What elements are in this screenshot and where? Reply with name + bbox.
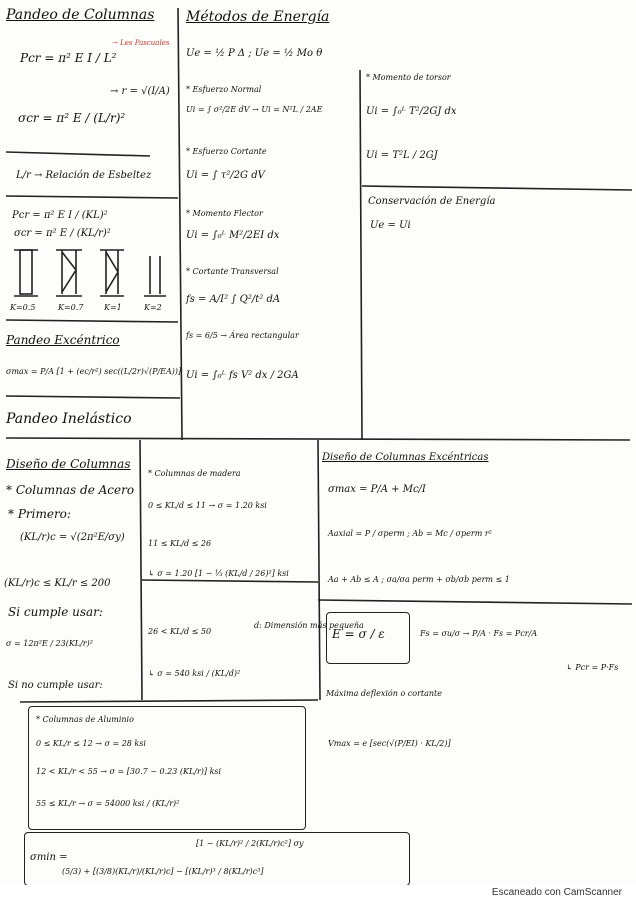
pcr-pfs: ↳ Pcr = P·Fs xyxy=(566,663,619,672)
klrc-formula: (KL/r)c = √(2π²E/σy) xyxy=(20,532,125,543)
madera-2: 11 ≤ KL/d ≤ 26 xyxy=(148,539,212,548)
r-formula: → r = √(I/A) xyxy=(110,86,170,97)
cortante-formula: Ui = ∫ τ²/2G dV xyxy=(186,170,265,181)
rule-3 xyxy=(6,320,178,322)
divider-middle-right xyxy=(360,70,362,440)
max-title: Máxima deflexión o cortante xyxy=(326,689,443,698)
footer-text: Escaneado con CamScanner xyxy=(491,887,622,898)
sigma-200-formula: σ = 12π²E / 23(KL/r)² xyxy=(6,639,93,648)
madera-4: 26 < KL/d ≤ 50 xyxy=(148,627,212,636)
rule-2 xyxy=(6,196,178,198)
exc-smax: σmax = P/A + Mc/I xyxy=(328,484,426,495)
fs-ratio: Fs = σu/σ → P/A · Fs = Pcr/A xyxy=(420,629,538,638)
vmax-formula: Vmax = e [sec(√(P/EI) · KL/2)] xyxy=(328,739,451,748)
rule-7 xyxy=(318,600,632,604)
transversal-label: * Cortante Transversal xyxy=(186,267,279,276)
exc-title: Diseño de Columnas Excéntricas xyxy=(322,452,489,463)
pcr-note: → Les Pascuales xyxy=(112,39,170,47)
exc-sum: Aa + Ab ≤ A ; σa/σa perm + σb/σb perm ≤ 1 xyxy=(328,575,510,584)
lr-label: L/r → Relación de Esbeltez xyxy=(16,170,152,181)
k-value-4: K=2 xyxy=(144,303,162,312)
normal-label: * Esfuerzo Normal xyxy=(186,85,262,94)
madera-note: d: Dimensión más pequeña xyxy=(254,621,364,630)
torsor-formula: Ui = ∫₀ᴸ T²/2GJ dx xyxy=(366,106,457,117)
aluminio-title: * Columnas de Aluminio xyxy=(36,715,134,724)
madera-5: ↳ σ = 540 ksi / (KL/d)² xyxy=(148,669,241,678)
e-def: E = σ / ε xyxy=(332,627,385,641)
madera-1: 0 ≤ KL/d ≤ 11 → σ = 1.20 ksi xyxy=(148,501,267,510)
conservacion-title: Conservación de Energía xyxy=(368,196,496,207)
ue-formula: Ue = ½ P Δ ; Ue = ½ Mo θ xyxy=(186,48,323,59)
energia-title: Métodos de Energía xyxy=(186,9,330,25)
sigma-min-label: σmin = xyxy=(30,852,68,863)
si-cumple-label: Si cumple usar: xyxy=(8,605,103,619)
rule-9 xyxy=(142,580,318,582)
madera-title: * Columnas de madera xyxy=(148,469,241,478)
sigma-min-numerator: [1 − (KL/r)² / 2(KL/r)c²] σy xyxy=(196,839,304,848)
k-value-3: K=1 xyxy=(104,303,122,312)
range-200: (KL/r)c ≤ KL/r ≤ 200 xyxy=(4,578,111,589)
exc-aaxial: Aaxial = P / σperm ; Ab = Mc / σperm r² xyxy=(328,529,492,538)
k-scr-formula: σcr = π² E / (KL/r)² xyxy=(14,228,111,239)
ui-transversal-formula: Ui = ∫₀ᴸ fs V² dx / 2GA xyxy=(186,370,299,381)
cortante-label: * Esfuerzo Cortante xyxy=(186,147,267,156)
aluminio-2: 12 < KL/r < 55 → σ = [30.7 − 0.23 (KL/r)] ksi xyxy=(36,767,222,776)
divider-lower-mid xyxy=(318,440,320,700)
smax-secant-formula: σmax = P/A [1 + (ec/r²) sec((L/2r)√(P/EA))] xyxy=(6,367,182,376)
torsor-label: * Momento de torsor xyxy=(366,73,451,82)
fs-formula: fs = A/I² ∫ Q²/t² dA xyxy=(186,294,281,305)
divider-lower-left xyxy=(140,440,142,700)
pcr-formula: Pcr = π² E I / L² xyxy=(20,51,117,65)
inelastico-title: Pandeo Inelástico xyxy=(6,411,132,427)
footer-bar xyxy=(0,885,636,901)
primero-label: * Primero: xyxy=(8,507,71,521)
scr-formula: σcr = π² E / (L/r)² xyxy=(18,111,126,125)
aluminio-1: 0 ≤ KL/r ≤ 12 → σ = 28 ksi xyxy=(36,739,146,748)
rule-6 xyxy=(362,186,632,190)
flector-formula: Ui = ∫₀ᴸ M²/2EI dx xyxy=(186,230,280,241)
k-pcr-formula: Pcr = π² E I / (KL)² xyxy=(12,210,108,221)
excentrico-title: Pandeo Excéntrico xyxy=(6,333,120,347)
diseno-title: Diseño de Columnas xyxy=(6,457,131,471)
flector-label: * Momento Flector xyxy=(186,209,263,218)
pandeo-title: Pandeo de Columnas xyxy=(6,7,155,23)
k-value-1: K=0.5 xyxy=(10,303,36,312)
normal-formula: Ui = ∫ σ²/2E dV → Ui = N²L / 2AE xyxy=(186,105,323,114)
fs-note: fs = 6/5 → Área rectangular xyxy=(186,331,299,340)
conservacion-formula: Ue = Ui xyxy=(370,220,411,231)
madera-3: ↳ σ = 1.20 [1 − ⅓ (KL/d / 26)²] ksi xyxy=(148,569,289,578)
rule-8 xyxy=(20,700,318,702)
si-no-cumple-label: Si no cumple usar: xyxy=(8,680,103,691)
rule-5 xyxy=(6,438,630,440)
torsor-formula-2: Ui = T²L / 2GJ xyxy=(366,150,438,161)
rule-1 xyxy=(6,152,150,156)
rule-4 xyxy=(6,396,180,398)
k-value-2: K=0.7 xyxy=(58,303,84,312)
sigma-min-denominator: (5/3) + [(3/8)(KL/r)/(KL/r)c] − [(KL/r)³ / 8(KL/r)c³] xyxy=(62,867,264,876)
aluminio-3: 55 ≤ KL/r → σ = 54000 ksi / (KL/r)² xyxy=(36,799,180,808)
acero-title: * Columnas de Acero xyxy=(6,483,135,497)
